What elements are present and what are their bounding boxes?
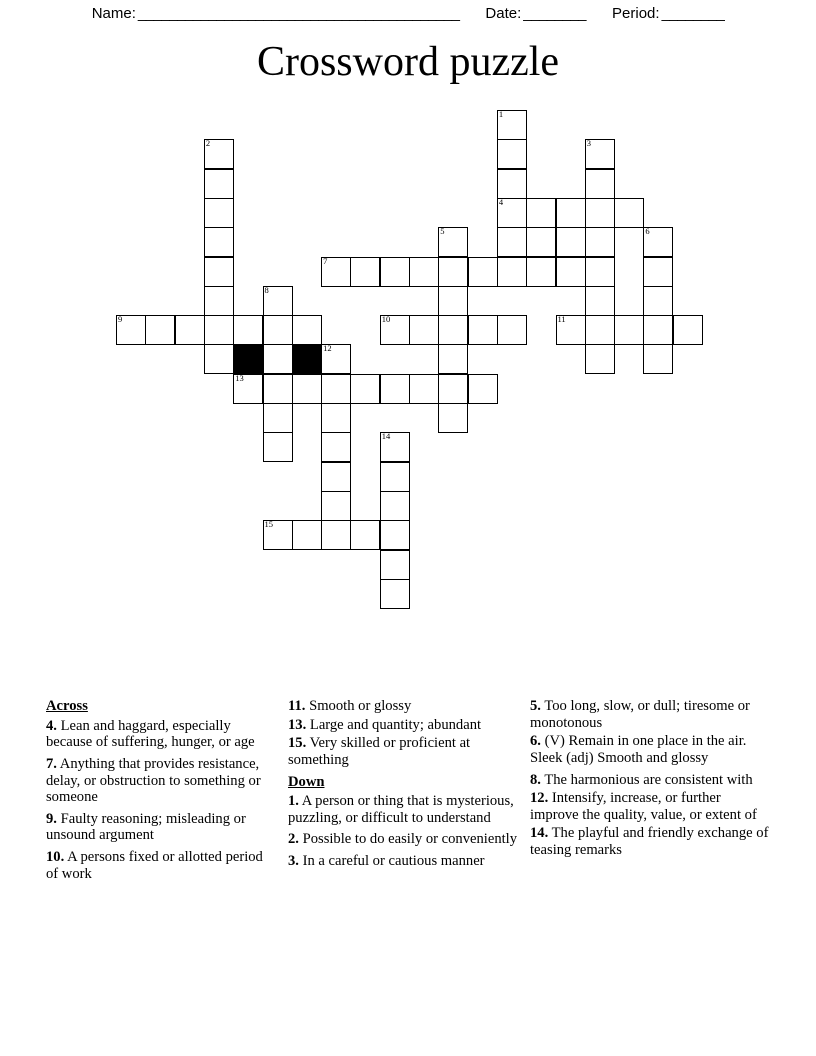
grid-cell[interactable] xyxy=(204,344,234,374)
page-title: Crossword puzzle xyxy=(256,39,560,85)
grid-cell[interactable] xyxy=(438,257,468,287)
grid-cell[interactable] xyxy=(380,257,410,287)
grid-cell[interactable] xyxy=(409,374,439,404)
grid-cell[interactable] xyxy=(438,315,468,345)
clue-text: Anything that provides resistance, delay, or obstruction to something or someone xyxy=(46,755,261,806)
grid-cell[interactable] xyxy=(263,344,293,374)
clue-text: A person or thing that is mysterious, puzzling, or difficult to understand xyxy=(288,793,514,826)
clues-section xyxy=(46,698,770,968)
clue-text: In a careful or cautious manner xyxy=(298,853,485,869)
grid-cell[interactable] xyxy=(556,227,586,257)
grid-cell[interactable] xyxy=(643,257,673,287)
clue-text: The harmonious are consistent with xyxy=(540,771,753,788)
grid-cell[interactable] xyxy=(497,198,527,228)
grid-cell[interactable] xyxy=(556,198,586,228)
grid-cell[interactable] xyxy=(204,198,234,228)
clue-number: 4. xyxy=(46,717,57,734)
clue-number: 6. xyxy=(530,733,541,750)
grid-cell-blocked xyxy=(292,344,322,374)
grid-cell-number: 5 xyxy=(440,226,445,237)
clue-column-2 xyxy=(288,698,520,875)
grid-cell[interactable] xyxy=(585,198,615,228)
grid-cell[interactable] xyxy=(585,169,615,199)
grid-cell[interactable] xyxy=(321,403,351,433)
grid-cell[interactable] xyxy=(643,227,673,257)
clue-text: A persons fixed or allotted period of work xyxy=(46,849,263,882)
grid-cell[interactable] xyxy=(321,257,351,287)
period-label: Period: xyxy=(612,4,660,22)
grid-cell[interactable] xyxy=(321,432,351,462)
grid-cell[interactable] xyxy=(438,227,468,257)
grid-cell[interactable] xyxy=(438,374,468,404)
grid-cell-number: 7 xyxy=(323,255,328,266)
grid-cell-number: 11 xyxy=(557,314,566,325)
clue-down-2 xyxy=(288,831,520,848)
grid-cell-number: 12 xyxy=(323,343,332,354)
grid-cell[interactable] xyxy=(350,374,380,404)
grid-cell-number: 8 xyxy=(264,284,269,295)
grid-cell[interactable] xyxy=(643,344,673,374)
across-heading: Across xyxy=(46,698,88,714)
grid-cell[interactable] xyxy=(350,257,380,287)
clue-number: 9. xyxy=(46,810,57,827)
grid-cell[interactable] xyxy=(263,432,293,462)
grid-cell[interactable] xyxy=(263,520,293,550)
clue-number: 7. xyxy=(46,755,57,772)
clue-down-12 xyxy=(530,790,770,823)
grid-cell[interactable] xyxy=(585,286,615,316)
clue-number: 15. xyxy=(288,735,307,752)
clue-number: 1. xyxy=(288,793,299,810)
clue-number: 2. xyxy=(288,831,299,848)
grid-cell[interactable] xyxy=(380,462,410,492)
grid-cell[interactable] xyxy=(204,169,234,199)
grid-cell[interactable] xyxy=(497,169,527,199)
grid-cell[interactable] xyxy=(175,315,205,345)
grid-cell[interactable] xyxy=(497,110,527,140)
clue-across-7 xyxy=(46,756,278,806)
grid-cell[interactable] xyxy=(468,315,498,345)
grid-cell[interactable] xyxy=(380,520,410,550)
grid-cell[interactable] xyxy=(438,286,468,316)
grid-cell[interactable] xyxy=(321,520,351,550)
grid-cell[interactable] xyxy=(643,315,673,345)
grid-cell[interactable] xyxy=(233,315,263,345)
grid-cell[interactable] xyxy=(380,432,410,462)
grid-cell[interactable] xyxy=(585,315,615,345)
grid-cell[interactable] xyxy=(380,491,410,521)
grid-cell[interactable] xyxy=(292,315,322,345)
down-heading: Down xyxy=(288,773,325,790)
grid-cell[interactable] xyxy=(643,286,673,316)
clue-text: Too long, slow, or dull; tiresome or monotonous xyxy=(530,698,750,731)
grid-cell[interactable] xyxy=(556,315,586,345)
clue-number: 12. xyxy=(530,790,549,807)
grid-cell[interactable] xyxy=(233,374,263,404)
grid-cell[interactable] xyxy=(526,257,556,287)
grid-cell[interactable] xyxy=(380,550,410,580)
grid-cell[interactable] xyxy=(497,139,527,169)
grid-cell[interactable] xyxy=(263,315,293,345)
grid-cell-number: 6 xyxy=(645,226,650,237)
name-label: Name: xyxy=(91,4,136,22)
grid-cell[interactable] xyxy=(438,344,468,374)
grid-cell[interactable] xyxy=(263,403,293,433)
clue-text: Faulty reasoning; misleading or unsound argument xyxy=(46,810,246,844)
grid-cell[interactable] xyxy=(145,315,175,345)
grid-cell-number: 13 xyxy=(235,372,244,383)
clue-down-1 xyxy=(288,793,520,826)
grid-cell[interactable] xyxy=(204,257,234,287)
grid-cell[interactable] xyxy=(497,227,527,257)
clue-across-11 xyxy=(288,698,520,715)
clue-down-14 xyxy=(530,825,770,858)
clue-across-4 xyxy=(46,718,278,751)
clue-text: (V) Remain in one place in the air. Sleek (adj) Smooth and glossy xyxy=(530,733,747,766)
grid-cell[interactable] xyxy=(204,227,234,257)
clue-across-10 xyxy=(46,849,278,882)
clue-text: Smooth or glossy xyxy=(305,698,412,714)
grid-cell-number: 3 xyxy=(586,138,592,149)
clue-text: Large and quantity; abundant xyxy=(306,716,482,733)
grid-cell[interactable] xyxy=(380,315,410,345)
grid-cell[interactable] xyxy=(321,374,351,404)
period-blank-line[interactable]: ________ xyxy=(661,4,725,22)
grid-cell[interactable] xyxy=(673,315,703,345)
grid-cell[interactable] xyxy=(585,257,615,287)
clue-across-15 xyxy=(288,735,520,768)
grid-cell[interactable] xyxy=(497,257,527,287)
grid-cell[interactable] xyxy=(585,139,615,169)
clue-down-8 xyxy=(530,772,770,789)
grid-cell[interactable] xyxy=(526,198,556,228)
grid-cell[interactable] xyxy=(263,286,293,316)
clue-down-5 xyxy=(530,698,770,731)
grid-cell[interactable] xyxy=(468,374,498,404)
grid-cell[interactable] xyxy=(321,491,351,521)
clue-text: Possible to do easily or conveniently xyxy=(298,831,518,848)
grid-cell[interactable] xyxy=(438,403,468,433)
clue-number: 5. xyxy=(530,698,541,714)
grid-cell[interactable] xyxy=(380,374,410,404)
grid-cell[interactable] xyxy=(585,227,615,257)
grid-cell[interactable] xyxy=(409,257,439,287)
clue-text: Lean and haggard, especially because of suffering, hunger, or age xyxy=(46,717,255,751)
grid-cell-number: 14 xyxy=(381,431,391,442)
grid-cell[interactable] xyxy=(380,579,410,609)
clue-number: 8. xyxy=(530,771,541,788)
grid-cell[interactable] xyxy=(468,257,498,287)
grid-cell[interactable] xyxy=(204,286,234,316)
clue-number: 13. xyxy=(288,716,307,733)
grid-cell-number: 1 xyxy=(498,109,504,119)
name-blank-line[interactable]: _________________________________________ xyxy=(137,4,460,22)
date-label: Date: xyxy=(485,4,522,22)
clue-down-6 xyxy=(530,733,770,766)
grid-cell[interactable] xyxy=(263,374,293,404)
grid-cell[interactable] xyxy=(204,315,234,345)
grid-cell[interactable] xyxy=(614,315,644,345)
grid-cell[interactable] xyxy=(292,520,322,550)
grid-cell-number: 2 xyxy=(205,138,211,149)
clue-column-3 xyxy=(530,698,770,864)
grid-cell[interactable] xyxy=(204,139,234,169)
clue-down-3 xyxy=(288,853,520,870)
grid-cell[interactable] xyxy=(409,315,439,345)
clue-across-13 xyxy=(288,717,520,734)
grid-cell-number: 4 xyxy=(498,196,504,207)
grid-cell[interactable] xyxy=(497,315,527,345)
clue-across-9 xyxy=(46,811,278,844)
grid-cell[interactable] xyxy=(321,344,351,374)
grid-cell-number: 9 xyxy=(118,314,123,325)
grid-cell[interactable] xyxy=(556,257,586,287)
grid-cell[interactable] xyxy=(292,374,322,404)
grid-cell-blocked xyxy=(233,344,263,374)
grid-cell-number: 10 xyxy=(381,314,391,325)
clue-text: Intensify, increase, or further improve the quality, value, or extent of xyxy=(530,790,757,823)
grid-cell[interactable] xyxy=(116,315,146,345)
clue-text: The playful and friendly exchange of teasing remarks xyxy=(530,825,769,858)
grid-cell[interactable] xyxy=(321,462,351,492)
grid-cell[interactable] xyxy=(526,227,556,257)
date-blank-line[interactable]: ________ xyxy=(523,4,587,22)
grid-cell[interactable] xyxy=(350,520,380,550)
clue-number: 10. xyxy=(46,849,65,865)
clue-number: 3. xyxy=(288,853,299,869)
grid-cell[interactable] xyxy=(585,344,615,374)
clue-number: 11. xyxy=(288,698,306,714)
grid-cell[interactable] xyxy=(614,198,644,228)
clue-number: 14. xyxy=(530,825,549,842)
grid-cell-number: 15 xyxy=(264,519,273,530)
clue-column-1 xyxy=(46,698,278,887)
clue-text: Very skilled or proficient at something xyxy=(288,735,471,768)
